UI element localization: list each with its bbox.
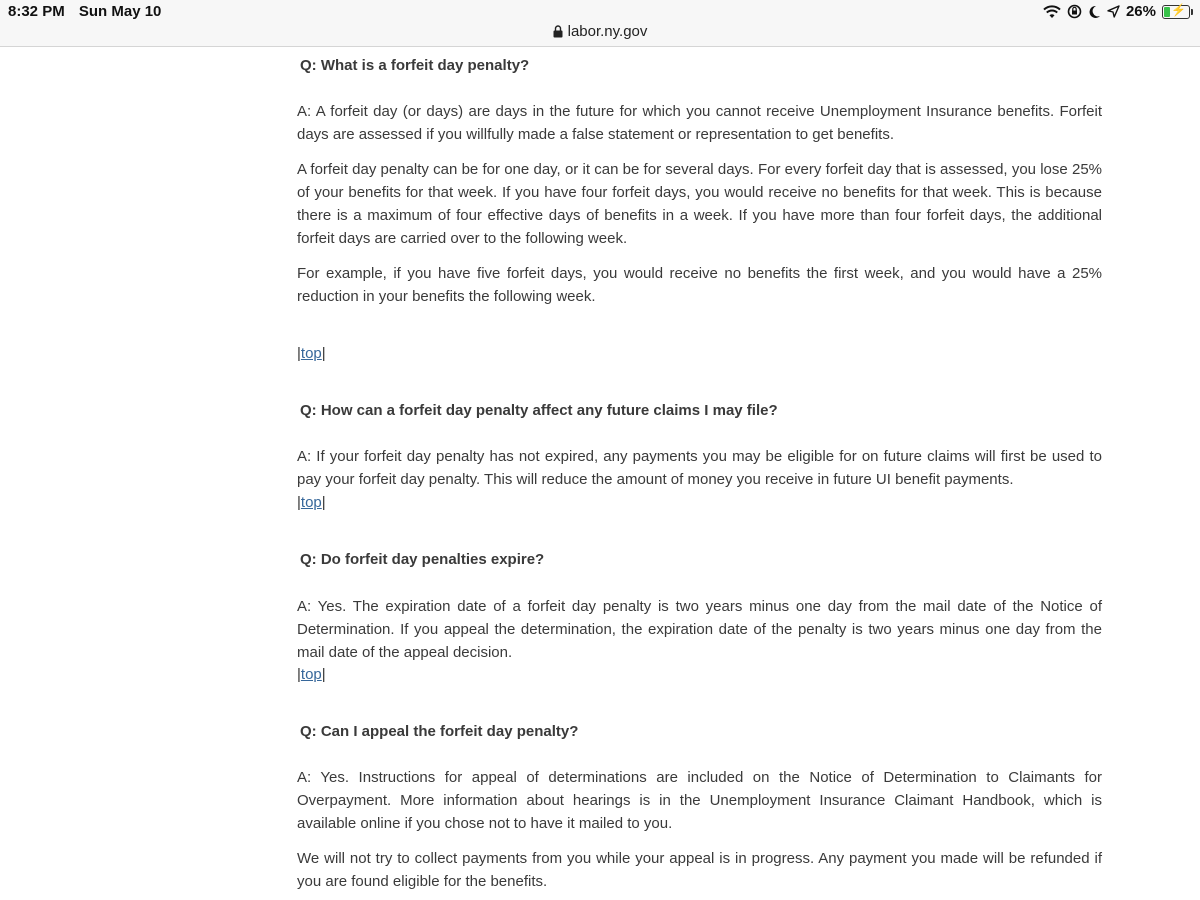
answer-paragraph: A: Yes. The expiration date of a forfeit day penalty is two years minus one day from the mail date of the Notice of Determination. If you appeal the determination, the expiration date of the penalty is two years minus one day from the mail date of the appeal decision. bbox=[297, 598, 1102, 661]
faq-question-2 bbox=[297, 402, 1102, 419]
status-date: Sun May 10 bbox=[78, 3, 162, 20]
faq-question-4 bbox=[297, 723, 1102, 740]
top-link[interactable]: top bbox=[300, 494, 322, 511]
faq-answer-2-p1 bbox=[297, 445, 1102, 491]
screen-lock-rotation-icon bbox=[1067, 4, 1082, 19]
faq-answer-1-p1 bbox=[297, 100, 1102, 146]
wifi-icon bbox=[1043, 5, 1061, 19]
faq-question-3 bbox=[297, 551, 1102, 568]
question-heading: Q: Do forfeit day penalties expire? bbox=[300, 551, 545, 568]
battery-icon bbox=[1162, 2, 1190, 19]
answer-paragraph: We will not try to collect payments from you while your appeal is in progress. Any payment you made will be refunded if you are found eligible for the benefits. bbox=[297, 850, 1102, 890]
status-time: 8:32 PM bbox=[8, 3, 65, 20]
top-link[interactable]: top bbox=[300, 666, 322, 683]
question-heading: Q: What is a forfeit day penalty? bbox=[300, 57, 530, 74]
answer-paragraph: A: If your forfeit day penalty has not expired, any payments you may be eligible for on future claims will first be used to pay your forfeit day penalty. This will reduce the amount of money you receive in future UI benefit payments. bbox=[297, 448, 1102, 488]
question-heading: Q: Can I appeal the forfeit day penalty? bbox=[300, 723, 579, 740]
faq-question-1 bbox=[297, 57, 1102, 74]
status-bar-left bbox=[8, 3, 171, 20]
battery-fill bbox=[1164, 7, 1170, 17]
status-bar bbox=[0, 0, 1200, 22]
question-heading: Q: How can a forfeit day penalty affect any future claims I may file? bbox=[300, 402, 778, 419]
moon-icon bbox=[1088, 5, 1101, 19]
back-to-top-3: |top| bbox=[297, 666, 326, 683]
answer-paragraph: For example, if you have five forfeit days, you would receive no benefits the first week, and you would have a 25% reduction in your benefits the following week. bbox=[297, 265, 1102, 305]
faq-answer-1-p2 bbox=[297, 158, 1102, 250]
answer-paragraph: A: Yes. Instructions for appeal of determinations are included on the Notice of Determination to Claimants for Overpayment. More information about hearings is in the Unemployment Insurance Claimant Handbook, which is available online if you chose not to have it mailed to you. bbox=[297, 769, 1102, 832]
status-bar-right bbox=[1043, 3, 1190, 20]
url-domain[interactable]: labor.ny.gov bbox=[567, 23, 648, 40]
charging-bolt-icon: ⚡ bbox=[1171, 2, 1186, 17]
lock-icon bbox=[553, 25, 563, 38]
back-to-top-2: |top| bbox=[297, 494, 326, 511]
faq-answer-4-p1 bbox=[297, 766, 1102, 835]
back-to-top-1: |top| bbox=[297, 345, 326, 362]
location-arrow-icon bbox=[1107, 5, 1120, 18]
faq-answer-3-p1 bbox=[297, 595, 1102, 664]
url-bar[interactable] bbox=[0, 22, 1200, 47]
faq-answer-4-p2 bbox=[297, 847, 1102, 893]
faq-answer-1-p3 bbox=[297, 262, 1102, 308]
answer-paragraph: A: A forfeit day (or days) are days in the future for which you cannot receive Unemployment Insurance benefits. Forfeit days are assessed if you willfully made a false statement or representation to get benefits. bbox=[297, 103, 1102, 143]
battery-percent: 26% bbox=[1125, 3, 1156, 20]
top-link[interactable]: top bbox=[300, 345, 322, 362]
answer-paragraph: A forfeit day penalty can be for one day, or it can be for several days. For every forfeit day that is assessed, you lose 25% of your benefits for that week. If you have four forfeit days, you would receive no benefits for that week. This is because there is a maximum of four effective days of benefits in a week. If you have more than four forfeit days, the additional forfeit days are carried over to the following week. bbox=[297, 161, 1102, 247]
